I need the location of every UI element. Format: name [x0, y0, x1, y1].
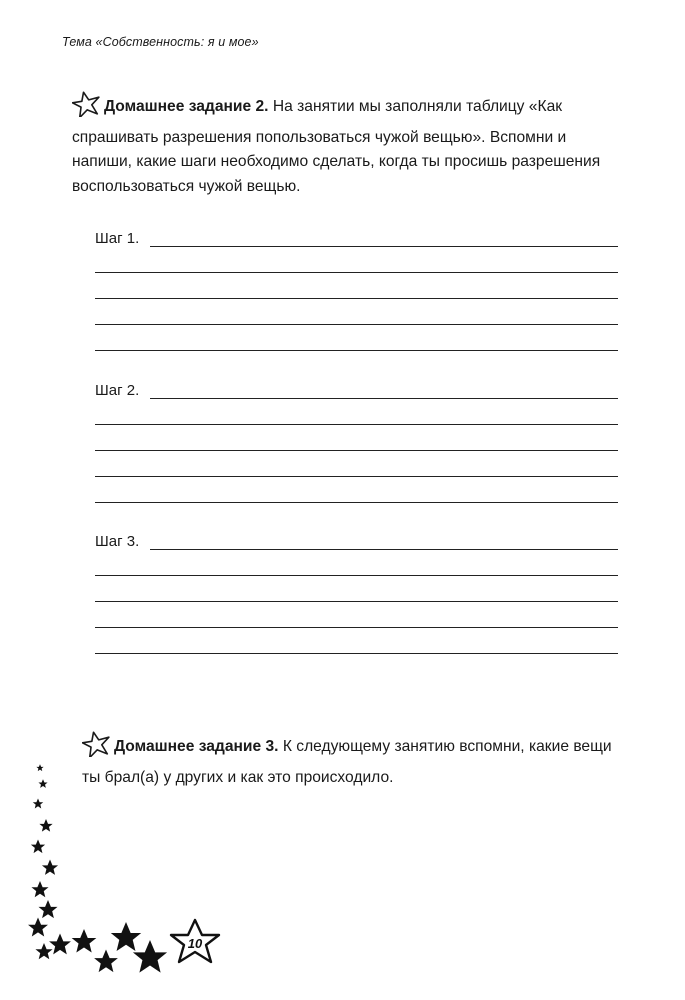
star-icon — [36, 764, 43, 771]
answer-line[interactable] — [95, 450, 618, 451]
task-3-title: Домашнее задание 3. — [114, 738, 279, 755]
answer-line[interactable] — [95, 350, 618, 351]
homework-task-2 — [72, 91, 622, 199]
star-decoration — [0, 740, 240, 1000]
answer-line[interactable] — [95, 502, 618, 503]
star-icon — [49, 934, 71, 955]
star-icon — [133, 940, 167, 973]
task-2-instructions: На занятии мы заполняли таблицу «Как спрашивать разрешения попользоваться чужой вещью». Вспомни и напиши, какие шаги необходимо сделать, когда ты просишь разрешения воспользоваться чужой вещью. — [72, 98, 601, 195]
star-icon — [42, 860, 58, 875]
answer-line[interactable] — [95, 627, 618, 628]
task-3-instructions: К следующему занятию вспомни, какие вещи ты брал(а) у других и как это происходило. — [82, 738, 612, 786]
answer-line[interactable] — [95, 476, 618, 477]
task-2-title: Домашнее задание 2. — [104, 98, 269, 115]
star-icon — [31, 840, 45, 854]
step-3-label: Шаг 3. — [95, 533, 140, 550]
star-icon — [31, 881, 48, 897]
answer-line[interactable] — [95, 272, 618, 273]
page-topic-header: Тема «Собственность: я и мое» — [62, 35, 259, 49]
step-1-label: Шаг 1. — [95, 230, 140, 247]
star-icon — [33, 799, 43, 809]
star-icon — [39, 900, 58, 918]
page-number-badge — [171, 920, 219, 962]
star-outline-icon — [72, 91, 102, 126]
answer-line[interactable] — [95, 575, 618, 576]
star-icon — [72, 929, 97, 953]
star-icon — [94, 950, 118, 973]
answer-line[interactable] — [95, 298, 618, 299]
step-2-label: Шаг 2. — [95, 382, 140, 399]
answer-line[interactable] — [150, 246, 618, 247]
answer-line[interactable] — [95, 424, 618, 425]
answer-line[interactable] — [150, 398, 618, 399]
star-icon — [111, 922, 141, 951]
answer-line[interactable] — [150, 549, 618, 550]
answer-line[interactable] — [95, 601, 618, 602]
star-icon — [35, 943, 52, 959]
star-icon — [38, 779, 47, 788]
star-icon — [39, 819, 52, 832]
star-icon — [28, 918, 48, 937]
answer-line[interactable] — [95, 324, 618, 325]
answer-line[interactable] — [95, 653, 618, 654]
page-number: 10 — [187, 936, 203, 951]
